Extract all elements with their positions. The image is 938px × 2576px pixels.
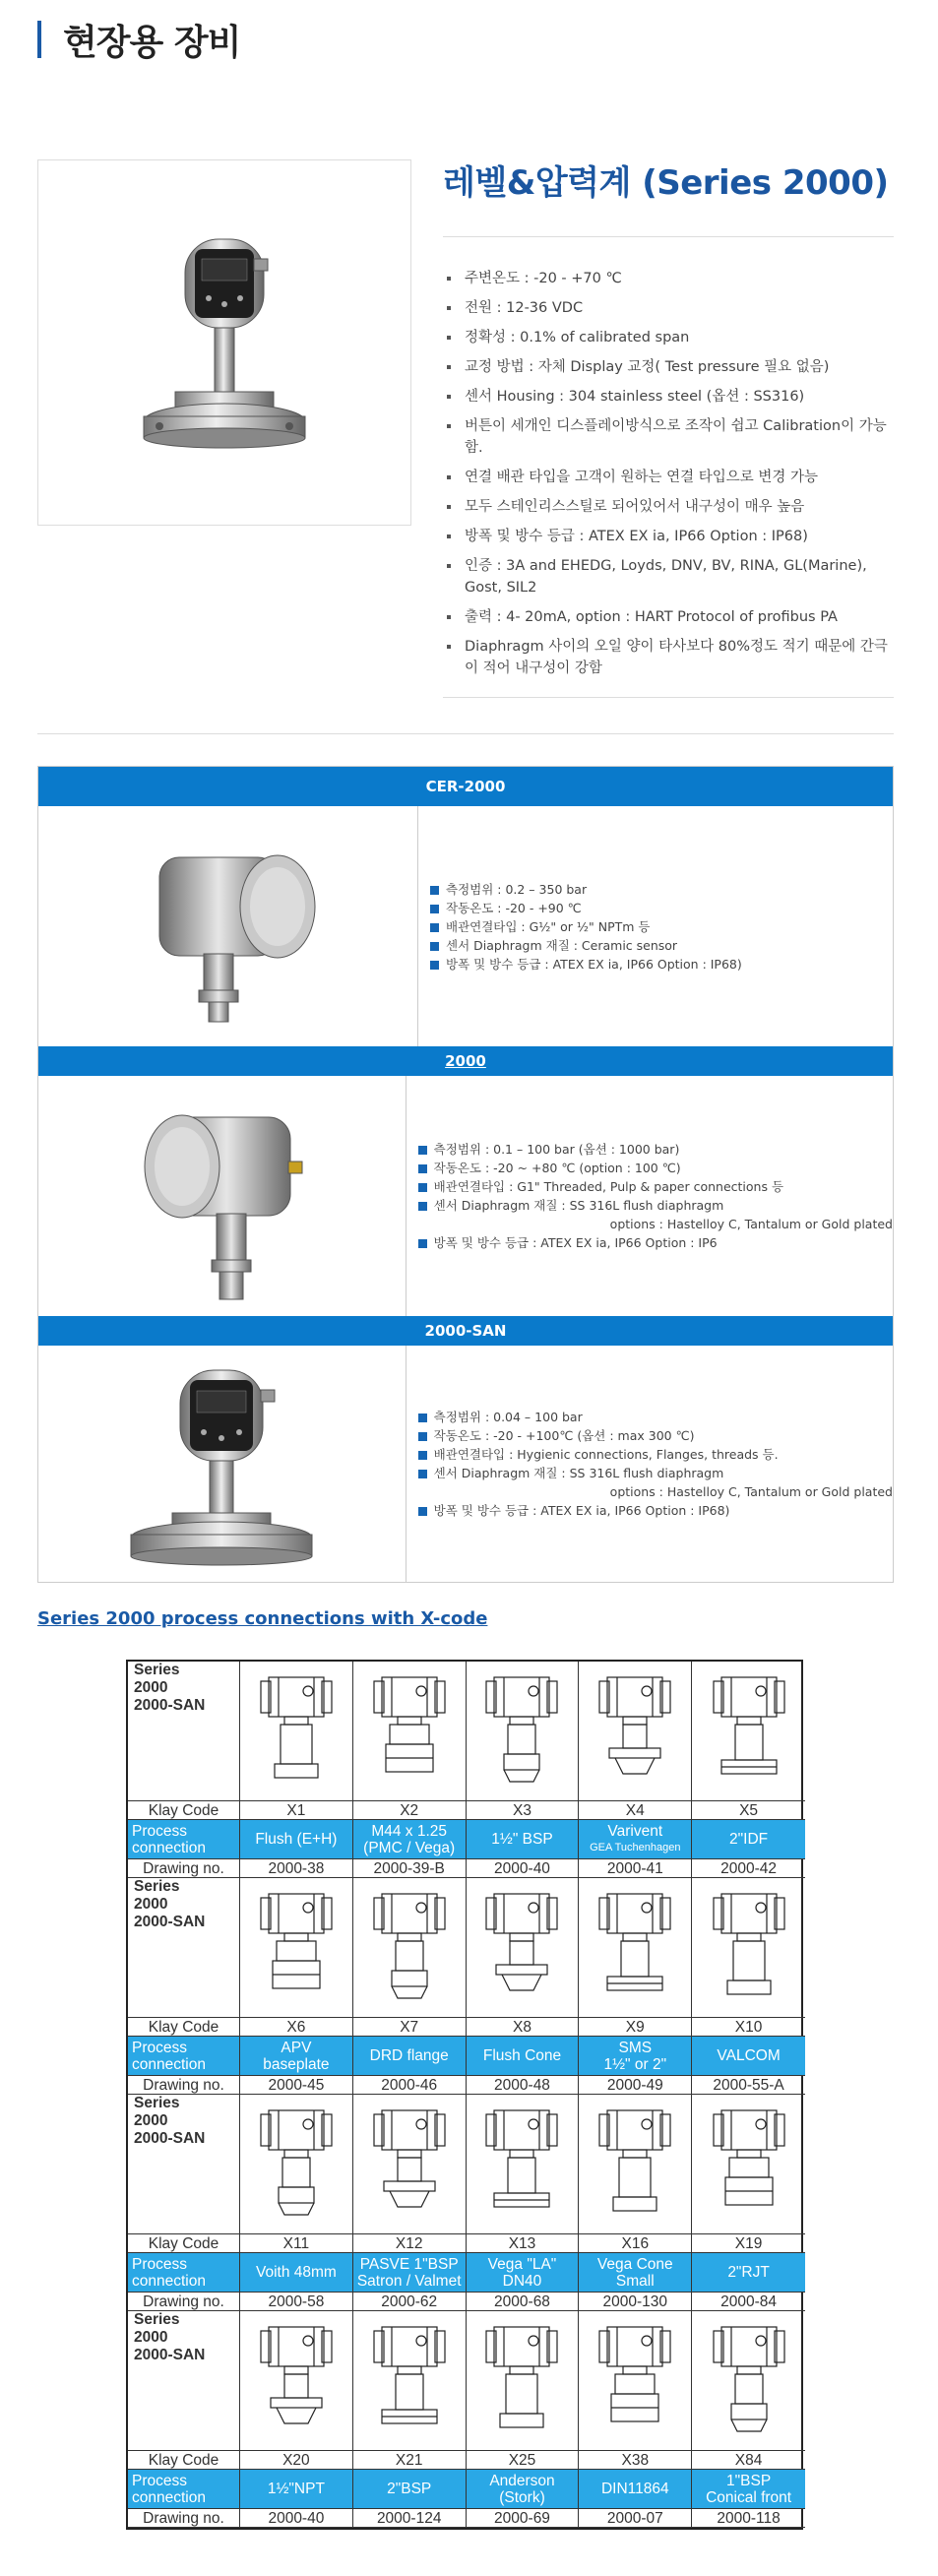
process-connection-line: Flush Cone (482, 2047, 562, 2064)
process-connection (240, 2037, 353, 2076)
process-connection-line: M44 x 1.25 (371, 1822, 448, 1840)
klay-code: X12 (353, 2234, 467, 2253)
klay-code: X1 (240, 1801, 353, 1820)
series-label (128, 2311, 240, 2451)
process-connection (467, 2253, 580, 2293)
product-header-2000-san: 2000-SAN (38, 1316, 893, 1346)
spec-item: 연결 배관 타입을 고객이 원하는 연결 타입으로 변경 가능 (443, 467, 894, 488)
connection-drawing (353, 2311, 467, 2451)
klay-code: X21 (353, 2451, 467, 2470)
bullet-square-icon (418, 1507, 427, 1516)
product-table (37, 766, 894, 1583)
level-pressure-gauge-icon (136, 220, 313, 466)
xcode-table (126, 1660, 803, 2530)
drawing-no: 2000-124 (353, 2509, 467, 2528)
process-connection-line: PASVE 1"BSP (359, 2255, 459, 2273)
process-connection-line: Vega Cone (596, 2255, 673, 2273)
connection-drawing (467, 2311, 580, 2451)
pressure-transmitter-icon (123, 1088, 320, 1304)
spec-item: 방폭 및 방수 등급 : ATEX EX ia, IP66 Option : IP68) (443, 526, 894, 547)
series-label-line: 2000 (134, 2329, 168, 2346)
process-connection-line: Satron / Valmet (356, 2272, 462, 2290)
connection-drawing (579, 2095, 692, 2234)
process-connection-line: 2"BSP (387, 2481, 432, 2497)
product-image-2000 (38, 1076, 406, 1316)
series-label-line: 2000-SAN (134, 1914, 206, 1930)
klay-code: X4 (579, 1801, 692, 1820)
drawing-no: 2000-69 (467, 2509, 580, 2528)
klay-code: X3 (467, 1801, 580, 1820)
xcode-grid (128, 1662, 801, 2528)
process-connection-line: SMS (618, 2039, 653, 2056)
product-spec-text: 배관연결타입 : G1" Threaded, Pulp & paper connections 등 (433, 1179, 784, 1194)
connection-drawing-icon (251, 1669, 342, 1793)
drawing-no: 2000-118 (692, 2509, 805, 2528)
connection-drawing (240, 1662, 353, 1801)
connection-drawing-icon (704, 2103, 794, 2227)
klay-code: X25 (467, 2451, 580, 2470)
drawing-no-label: Drawing no. (128, 2293, 240, 2311)
klay-code: X16 (579, 2234, 692, 2253)
product-row-2000-san (38, 1346, 893, 1582)
drawing-no: 2000-62 (353, 2293, 467, 2311)
xcode-link[interactable]: Series 2000 process connections with X-code (37, 1608, 488, 1629)
drawing-no: 2000-46 (353, 2076, 467, 2095)
product-spec-text: 작동온도 : -20 - +90 ℃ (446, 900, 582, 915)
spec-item: 출력 : 4- 20mA, option : HART Protocol of profibus PA (443, 606, 894, 628)
process-connection-line: Varivent (607, 1822, 663, 1840)
connection-drawing (579, 1878, 692, 2018)
product-spec-text: 방폭 및 방수 등급 : ATEX EX ia, IP66 Option : IP68) (433, 1503, 730, 1518)
drawing-no: 2000-07 (579, 2509, 692, 2528)
process-connection-label: Process connection (128, 2253, 240, 2293)
series-label (128, 1662, 240, 1801)
product-spec-text: 작동온도 : -20 ~ +80 ℃ (option : 100 ℃) (433, 1161, 681, 1175)
product-name: 2000 (445, 1052, 486, 1070)
bullet-square-icon (418, 1414, 427, 1422)
process-connection-line: 2"RJT (727, 2264, 770, 2281)
drawing-no: 2000-40 (240, 2509, 353, 2528)
series-label-line: 2000-SAN (134, 2347, 206, 2363)
process-connection-line: DN40 (502, 2272, 542, 2290)
series-label-line: Series (134, 1662, 180, 1678)
process-connection (240, 1820, 353, 1859)
title-accent-bar (37, 21, 41, 58)
klay-code-label: Klay Code (128, 2451, 240, 2470)
connection-drawing (579, 2311, 692, 2451)
klay-code-label: Klay Code (128, 1801, 240, 1820)
process-connection-line: 2"IDF (729, 1831, 769, 1848)
klay-code: X19 (692, 2234, 805, 2253)
connection-drawing-icon (590, 1669, 680, 1793)
connection-drawing (353, 1662, 467, 1801)
connection-drawing (467, 2095, 580, 2234)
klay-code: X11 (240, 2234, 353, 2253)
series-label-line: 2000-SAN (134, 2130, 206, 2147)
spec-item: 인증 : 3A and EHEDG, Loyds, DNV, BV, RINA, GL(Marine), Gost, SIL2 (443, 555, 894, 598)
product-image-2000-san (38, 1346, 406, 1582)
bullet-square-icon (418, 1239, 427, 1248)
connection-drawing-icon (364, 1669, 455, 1793)
process-connection (353, 2253, 467, 2293)
connection-drawing-icon (251, 2103, 342, 2227)
connection-drawing-icon (476, 2319, 567, 2443)
connection-drawing-icon (364, 2103, 455, 2227)
drawing-no-label: Drawing no. (128, 2509, 240, 2528)
klay-code: X38 (579, 2451, 692, 2470)
process-connection-line: (PMC / Vega) (363, 1839, 456, 1856)
process-connection-line: Vega "LA" (487, 2255, 557, 2273)
product-header-2000 (38, 1046, 893, 1076)
spec-item: 모두 스테인리스스틸로 되어있어서 내구성이 매우 높음 (443, 496, 894, 518)
process-connection (579, 1820, 692, 1859)
series-label (128, 2095, 240, 2234)
series-label-line: 2000 (134, 1679, 168, 1696)
connection-drawing (692, 2095, 805, 2234)
process-connection (579, 2253, 692, 2293)
klay-code: X8 (467, 2018, 580, 2037)
hero-spec-list (443, 268, 894, 687)
bullet-square-icon (418, 1432, 427, 1441)
process-connection-line: VALCOM (717, 2047, 781, 2064)
ceramic-pressure-sensor-icon (130, 828, 327, 1025)
spec-item: 주변온도 : -20 - +70 ℃ (443, 268, 894, 289)
process-connection-line: APV (281, 2039, 312, 2056)
connection-drawing-icon (251, 2319, 342, 2443)
connection-drawing-icon (590, 2103, 680, 2227)
process-connection (579, 2037, 692, 2076)
drawing-no: 2000-38 (240, 1859, 353, 1878)
process-connection-line: 1"BSP (726, 2472, 772, 2489)
product-spec-text: 측정범위 : 0.1 – 100 bar (옵션 : 1000 bar) (433, 1142, 680, 1157)
klay-code: X9 (579, 2018, 692, 2037)
process-connection (353, 1820, 467, 1859)
product-spec-text: 작동온도 : -20 - +100℃ (옵션 : max 300 ℃) (433, 1428, 695, 1443)
product-spec-text: 센서 Diaphragm 재질 : SS 316L flush diaphragm (433, 1198, 724, 1213)
process-connection-label: Process connection (128, 1820, 240, 1859)
process-connection-label: Process connection (128, 2470, 240, 2509)
product-spec-text: 배관연결타입 : G½" or ½" NPTm 등 (446, 918, 651, 934)
bullet-square-icon (430, 961, 439, 970)
process-connection-line: DRD flange (369, 2047, 449, 2064)
connection-drawing (240, 2095, 353, 2234)
bullet-square-icon (418, 1183, 427, 1192)
series-label-line: Series (134, 2311, 180, 2328)
connection-drawing-icon (364, 2319, 455, 2443)
process-connection (467, 2470, 580, 2509)
sanitary-level-gauge-icon (123, 1355, 320, 1572)
series-label-line: 2000-SAN (134, 1697, 206, 1714)
process-connection (692, 2253, 805, 2293)
spec-item: 버튼이 세개인 디스플레이방식으로 조작이 쉽고 Calibration이 가능함. (443, 415, 894, 459)
process-connection-line: Small (615, 2272, 655, 2290)
drawing-no-label: Drawing no. (128, 1859, 240, 1878)
process-connection-line: (Stork) (499, 2488, 545, 2506)
process-connection-label: Process connection (128, 2037, 240, 2076)
process-connection (692, 2470, 805, 2509)
series-label-line: Series (134, 2095, 180, 2111)
product-specs-2000 (406, 1076, 893, 1316)
bullet-square-icon (418, 1164, 427, 1173)
product-spec-text: 배관연결타입 : Hygienic connections, Flanges, threads 등. (433, 1447, 779, 1462)
drawing-no-label: Drawing no. (128, 2076, 240, 2095)
klay-code-label: Klay Code (128, 2234, 240, 2253)
process-connection-line: 1½"NPT (267, 2481, 325, 2497)
product-row-2000 (38, 1076, 893, 1316)
process-connection-line: 1½" or 2" (603, 2055, 667, 2073)
section-divider (37, 733, 894, 734)
page-header (37, 18, 240, 61)
drawing-no: 2000-42 (692, 1859, 805, 1878)
connection-drawing (692, 1662, 805, 1801)
connection-drawing-icon (704, 1886, 794, 2010)
process-connection (692, 1820, 805, 1859)
drawing-no: 2000-45 (240, 2076, 353, 2095)
spec-item: 전원 : 12-36 VDC (443, 297, 894, 319)
product-spec-text: 방폭 및 방수 등급 : ATEX EX ia, IP66 Option : IP68) (446, 956, 742, 972)
process-connection (467, 1820, 580, 1859)
connection-drawing-icon (251, 1886, 342, 2010)
drawing-no: 2000-84 (692, 2293, 805, 2311)
product-specs-2000-san (406, 1346, 893, 1582)
process-connection-line: baseplate (263, 2055, 330, 2073)
process-connection (353, 2037, 467, 2076)
hero-top-rule (443, 236, 894, 237)
product-spec-text: options : Hastelloy C, Tantalum or Gold plated (609, 1484, 893, 1499)
drawing-no: 2000-58 (240, 2293, 353, 2311)
process-connection (353, 2470, 467, 2509)
process-connection-line: GEA Tuchenhagen (590, 1841, 681, 1853)
klay-code: X5 (692, 1801, 805, 1820)
process-connection (240, 2253, 353, 2293)
product-row-cer-2000 (38, 806, 893, 1046)
drawing-no: 2000-49 (579, 2076, 692, 2095)
connection-drawing (467, 1878, 580, 2018)
connection-drawing (353, 2095, 467, 2234)
connection-drawing-icon (590, 1886, 680, 2010)
connection-drawing-icon (364, 1886, 455, 2010)
bullet-square-icon (418, 1470, 427, 1478)
process-connection (467, 2037, 580, 2076)
bullet-square-icon (430, 905, 439, 913)
klay-code: X13 (467, 2234, 580, 2253)
series-label-line: 2000 (134, 2112, 168, 2129)
series-label (128, 1878, 240, 2018)
drawing-no: 2000-130 (579, 2293, 692, 2311)
drawing-no: 2000-68 (467, 2293, 580, 2311)
bullet-square-icon (418, 1451, 427, 1460)
bullet-square-icon (430, 923, 439, 932)
connection-drawing (353, 1878, 467, 2018)
bullet-square-icon (430, 886, 439, 895)
spec-item: 교정 방법 : 자체 Display 교정( Test pressure 필요 없음) (443, 356, 894, 378)
product-spec-text: 측정범위 : 0.04 – 100 bar (433, 1410, 583, 1424)
series-label-line: Series (134, 1878, 180, 1895)
bullet-square-icon (418, 1202, 427, 1211)
connection-drawing (579, 1662, 692, 1801)
process-connection (240, 2470, 353, 2509)
connection-drawing-icon (590, 2319, 680, 2443)
process-connection-line: Voith 48mm (255, 2264, 337, 2281)
product-spec-text: 센서 Diaphragm 재질 : SS 316L flush diaphragm (433, 1466, 724, 1480)
connection-drawing-icon (476, 1669, 567, 1793)
process-connection-line: Flush (E+H) (255, 1831, 338, 1848)
hero-product-image (37, 159, 411, 526)
connection-drawing-icon (476, 2103, 567, 2227)
drawing-no: 2000-55-A (692, 2076, 805, 2095)
drawing-no: 2000-41 (579, 1859, 692, 1878)
klay-code: X84 (692, 2451, 805, 2470)
drawing-no: 2000-48 (467, 2076, 580, 2095)
connection-drawing-icon (704, 2319, 794, 2443)
product-image-cer-2000 (38, 806, 418, 1046)
process-connection-line: DIN11864 (600, 2481, 669, 2497)
series-label-line: 2000 (134, 1896, 168, 1913)
bullet-square-icon (430, 942, 439, 951)
process-connection (692, 2037, 805, 2076)
drawing-no: 2000-39-B (353, 1859, 467, 1878)
process-connection-line: 1½" BSP (491, 1831, 553, 1848)
connection-drawing (692, 1878, 805, 2018)
connection-drawing-icon (704, 1669, 794, 1793)
klay-code: X7 (353, 2018, 467, 2037)
klay-code: X2 (353, 1801, 467, 1820)
klay-code: X6 (240, 2018, 353, 2037)
connection-drawing (240, 1878, 353, 2018)
hero-title: 레벨&압력계 (Series 2000) (443, 163, 889, 203)
klay-code: X10 (692, 2018, 805, 2037)
klay-code: X20 (240, 2451, 353, 2470)
klay-code-label: Klay Code (128, 2018, 240, 2037)
spec-item: 정확성 : 0.1% of calibrated span (443, 327, 894, 348)
product-spec-text: 측정범위 : 0.2 – 350 bar (446, 881, 588, 897)
connection-drawing-icon (476, 1886, 567, 2010)
product-spec-text: 방폭 및 방수 등급 : ATEX EX ia, IP66 Option : IP6 (433, 1235, 718, 1250)
product-specs-cer-2000 (418, 806, 893, 1046)
connection-drawing (692, 2311, 805, 2451)
product-header-cer-2000: CER-2000 (38, 767, 893, 806)
connection-drawing (467, 1662, 580, 1801)
connection-drawing (240, 2311, 353, 2451)
bullet-square-icon (418, 1146, 427, 1155)
drawing-no: 2000-40 (467, 1859, 580, 1878)
product-spec-text: options : Hastelloy C, Tantalum or Gold plated (609, 1217, 893, 1231)
process-connection (579, 2470, 692, 2509)
process-connection-line: Conical front (706, 2488, 792, 2506)
process-connection-line: Anderson (489, 2472, 555, 2489)
product-spec-text: 센서 Diaphragm 재질 : Ceramic sensor (446, 937, 678, 953)
spec-item: 센서 Housing : 304 stainless steel (옵션 : SS316) (443, 386, 894, 408)
hero-bottom-rule (443, 697, 894, 698)
page-title: 현장용 장비 (63, 22, 241, 63)
spec-item: Diaphragm 사이의 오일 양이 타사보다 80%정도 적기 때문에 간극이 적어 내구성이 강함 (443, 636, 894, 679)
